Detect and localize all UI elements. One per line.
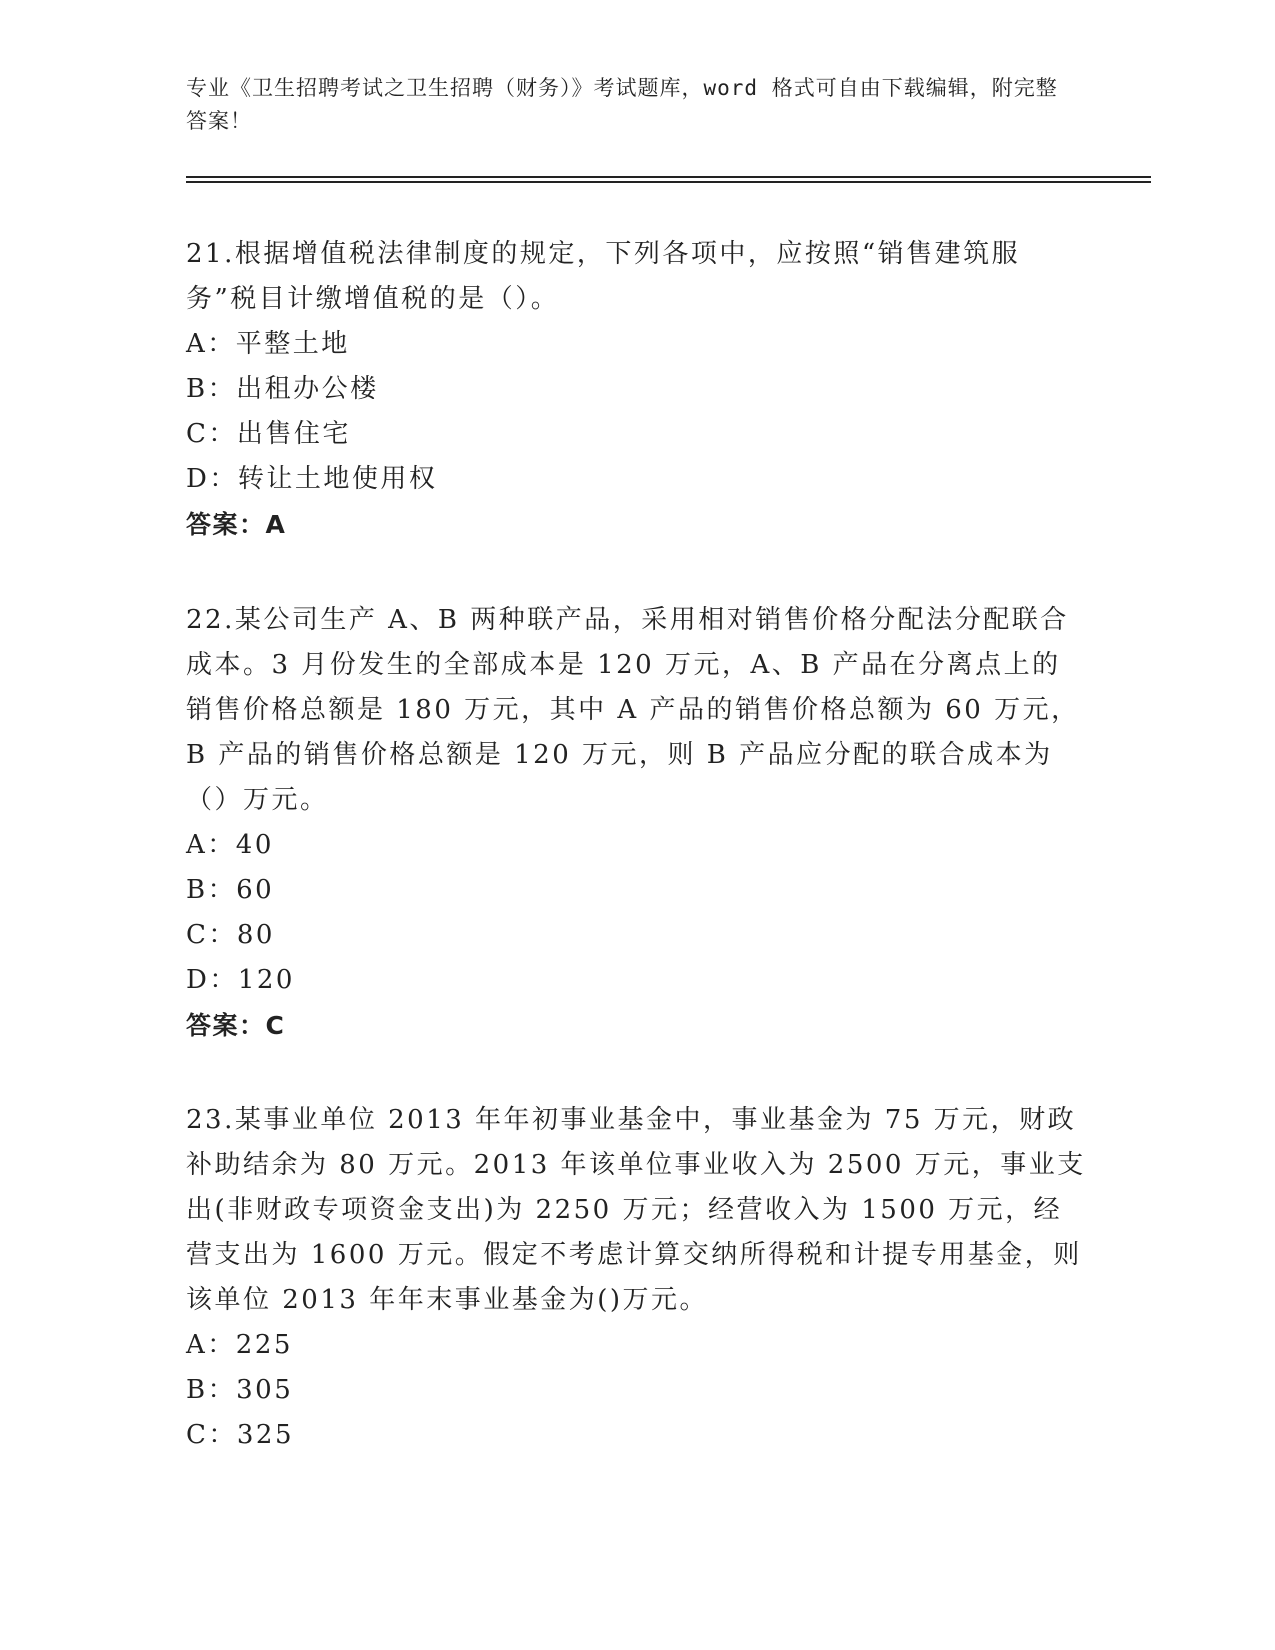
option-d: D：120 bbox=[186, 965, 295, 995]
option-c: C：80 bbox=[186, 920, 275, 950]
question-stem: 21.根据增值税法律制度的规定，下列各项中，应按照“销售建筑服务”税目计缴增值税的是（）。 bbox=[186, 239, 1021, 314]
question-21 bbox=[186, 232, 1086, 547]
header-divider-top bbox=[186, 176, 1151, 178]
option-c: C：出售住宅 bbox=[186, 419, 351, 449]
option-a: A：225 bbox=[186, 1330, 293, 1360]
option-b: B：60 bbox=[186, 875, 275, 905]
option-b: B：出租办公楼 bbox=[186, 374, 379, 404]
answer-label: 答案：C bbox=[186, 1011, 286, 1040]
option-d: D：转让土地使用权 bbox=[186, 464, 438, 494]
answer-label: 答案：A bbox=[186, 510, 287, 539]
question-22 bbox=[186, 598, 1086, 1048]
question-23 bbox=[186, 1098, 1086, 1458]
option-c: C：325 bbox=[186, 1420, 295, 1450]
question-stem: 23.某事业单位 2013 年年初事业基金中，事业基金为 75 万元，财政补助结余为 80 万元。2013 年该单位事业收入为 2500 万元，事业支出(非财政专项资金支出)为 2250 万元；经营收入为 1500 万元，经营支出为 1600 万元。假定不考虑计算交纳所得税和计提专用基金，则该单位 2013 年年末事业基金为()万元。 bbox=[186, 1105, 1086, 1315]
document-header: 专业《卫生招聘考试之卫生招聘（财务）》考试题库，word 格式可自由下载编辑，附完整答案！ bbox=[186, 76, 1058, 133]
option-a: A：40 bbox=[186, 830, 274, 860]
option-a: A：平整土地 bbox=[186, 329, 350, 359]
header-divider-bottom bbox=[186, 181, 1151, 183]
question-stem: 22.某公司生产 A、B 两种联产品，采用相对销售价格分配法分配联合成本。3 月份发生的全部成本是 120 万元，A、B 产品在分离点上的销售价格总额是 180 万元，其中 A 产品的销售价格总额为 60 万元，B 产品的销售价格总额是 120 万元，则 B 产品应分配的联合成本为（）万元。 bbox=[186, 605, 1080, 815]
option-b: B：305 bbox=[186, 1375, 294, 1405]
